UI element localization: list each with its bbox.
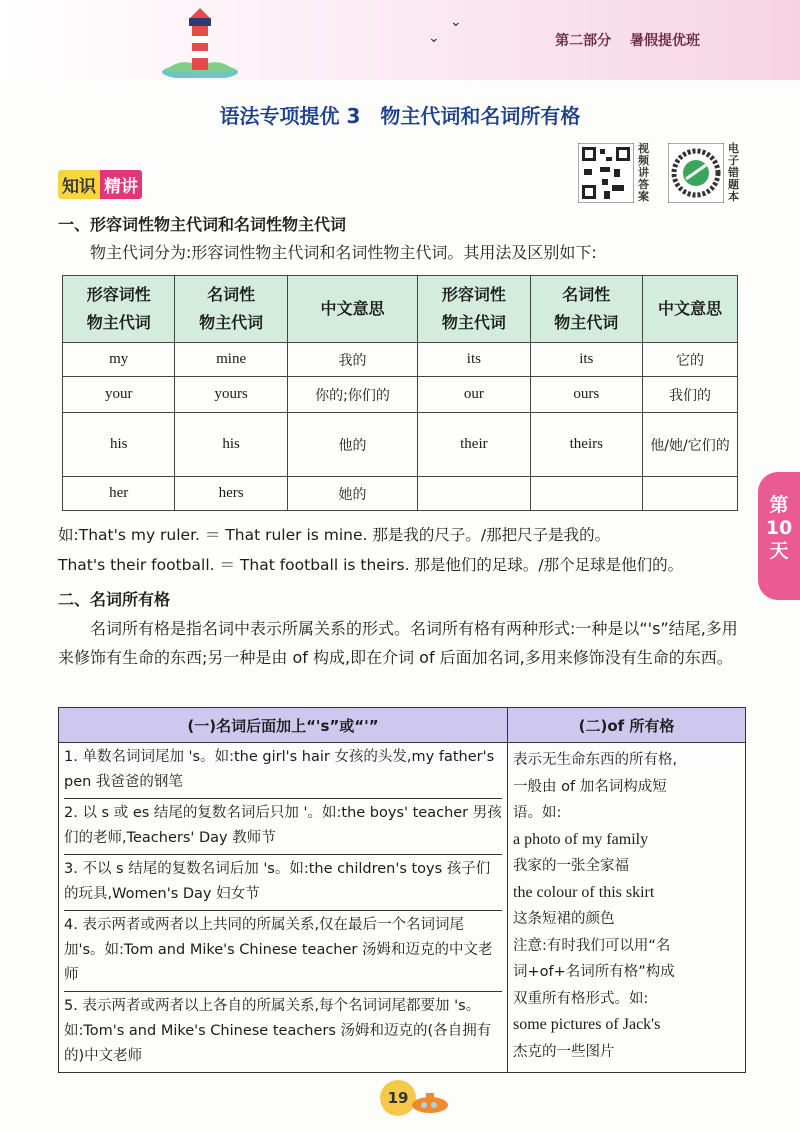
- section1-intro: 物主代词分为:形容词性物主代词和名词性物主代词。其用法及区别如下:: [90, 243, 597, 262]
- rule-item: 1. 单数名词词尾加 's。如:the girl's hair 女孩的头发,my father's pen 我爸爸的钢笔: [64, 743, 502, 799]
- th-adj-1: 形容词性 物主代词: [63, 276, 175, 343]
- cell: theirs: [530, 413, 642, 477]
- cell: 她的: [287, 477, 417, 511]
- cell: our: [418, 377, 530, 413]
- rules-column: [59, 743, 508, 1073]
- day-tab-char: 第: [769, 494, 789, 516]
- cell: yours: [175, 377, 287, 413]
- of-line: 一般由 of 加名词构成短: [513, 778, 667, 795]
- right-header: (二)of 所有格: [508, 708, 746, 743]
- table-row: [63, 413, 738, 477]
- page-title: 语法专项提优 3 物主代词和名词所有格: [219, 104, 581, 128]
- header-part: 第二部分: [555, 33, 612, 49]
- cell: 他/她/它们的: [643, 413, 738, 477]
- cell: their: [418, 413, 530, 477]
- badge-part1: 知识: [58, 170, 100, 199]
- cell: mine: [175, 343, 287, 377]
- section1-heading: 一、形容词性物主代词和名词性物主代词: [58, 215, 347, 234]
- header-text: [541, 30, 700, 50]
- qr-label-video: 视频讲答案: [638, 142, 649, 203]
- section2-heading: 二、名词所有格: [58, 590, 171, 609]
- lighthouse-illustration: [160, 6, 240, 78]
- day-tab-num: 10: [765, 517, 793, 539]
- section-badge: [58, 170, 142, 198]
- table-row: [59, 743, 746, 1073]
- th-noun-1: 名词性 物主代词: [175, 276, 287, 343]
- cell: her: [63, 477, 175, 511]
- badge-part2: 精讲: [100, 170, 142, 199]
- of-column: [508, 743, 746, 1073]
- cell: my: [63, 343, 175, 377]
- qr-label-errors: 电子错题本: [728, 142, 739, 203]
- table-row: [63, 343, 738, 377]
- th-meaning-2: 中文意思: [643, 276, 738, 343]
- of-line: the colour of this skirt: [513, 883, 655, 901]
- of-line: 双重所有格形式。如:: [513, 990, 649, 1007]
- table-header-row: [59, 708, 746, 743]
- section2-intro: 名词所有格是指名词中表示所属关系的形式。名词所有格有两种形式:一种是以“'s”结尾,多用来修饰有生命的东西;另一种是由 of 构成,即在介词 of 后面加名词,多用来修饰没有生命的东西。: [58, 619, 738, 667]
- cell: its: [530, 343, 642, 377]
- day-tab-char: 天: [769, 540, 789, 562]
- qr-code-icon[interactable]: [668, 143, 724, 203]
- qr-code-icon[interactable]: [578, 143, 634, 203]
- cell: its: [418, 343, 530, 377]
- of-line: 这条短裙的颜色: [513, 911, 615, 927]
- cell: his: [175, 413, 287, 477]
- table-row: [63, 477, 738, 511]
- cell: 我的: [287, 343, 417, 377]
- table-header-row: [63, 276, 738, 343]
- of-line: some pictures of Jack's: [513, 1016, 661, 1033]
- of-line: 我家的一张全家福: [513, 858, 629, 874]
- pronoun-table: [62, 275, 738, 511]
- possessive-table: [58, 707, 746, 1073]
- cell: [418, 477, 530, 511]
- rule-item: 2. 以 s 或 es 结尾的复数名词后只加 '。如:the boys' teacher 男孩们的老师,Teachers' Day 教师节: [64, 799, 502, 855]
- rule-item: 3. 不以 s 结尾的复数名词后加 's。如:the children's toys 孩子们的玩具,Women's Day 妇女节: [64, 855, 502, 911]
- day-tab[interactable]: [758, 472, 800, 600]
- th-adj-2: 形容词性 物主代词: [418, 276, 530, 343]
- th-meaning-1: 中文意思: [287, 276, 417, 343]
- rule-item: 4. 表示两者或两者以上共同的所属关系,仅在最后一个名词词尾加's。如:Tom and Mike's Chinese teacher 汤姆和迈克的中文老师: [64, 911, 502, 992]
- cell: ours: [530, 377, 642, 413]
- cell: his: [63, 413, 175, 477]
- cell: [530, 477, 642, 511]
- of-line: 杰克的一些图片: [513, 1043, 615, 1060]
- example-2: That's their football. ＝ That football is theirs. 那是他们的足球。/那个足球是他们的。: [58, 556, 684, 574]
- of-line: 注意:有时我们可以用“名: [513, 937, 671, 954]
- cell: your: [63, 377, 175, 413]
- cell: 它的: [643, 343, 738, 377]
- th-noun-2: 名词性 物主代词: [530, 276, 642, 343]
- rule-item: 5. 表示两者或两者以上各自的所属关系,每个名词词尾都要加 's。如:Tom's and Mike's Chinese teachers 汤姆和迈克的(各自拥有的)中文老师: [64, 998, 492, 1064]
- submarine-icon: [408, 1090, 452, 1114]
- example-1: 如:That's my ruler. ＝ That ruler is mine. 那是我的尺子。/那把尺子是我的。: [58, 526, 611, 544]
- of-line: 表示无生命东西的所有格,: [513, 752, 678, 768]
- bird-icon: ⌄: [450, 14, 462, 30]
- table-row: [63, 377, 738, 413]
- header-series: 暑假提优班: [630, 33, 700, 49]
- cell: 我们的: [643, 377, 738, 413]
- cell: 他的: [287, 413, 417, 477]
- bird-icon: ⌄: [428, 30, 440, 46]
- of-line: a photo of my family: [513, 830, 649, 848]
- of-line: 词+of+名词所有格”构成: [513, 964, 675, 980]
- cell: hers: [175, 477, 287, 511]
- of-line: 语。如:: [513, 805, 562, 821]
- cell: 你的;你们的: [287, 377, 417, 413]
- page-number: 19: [380, 1080, 416, 1116]
- left-header: (一)名词后面加上“'s”或“'”: [59, 708, 508, 743]
- cell: [643, 477, 738, 511]
